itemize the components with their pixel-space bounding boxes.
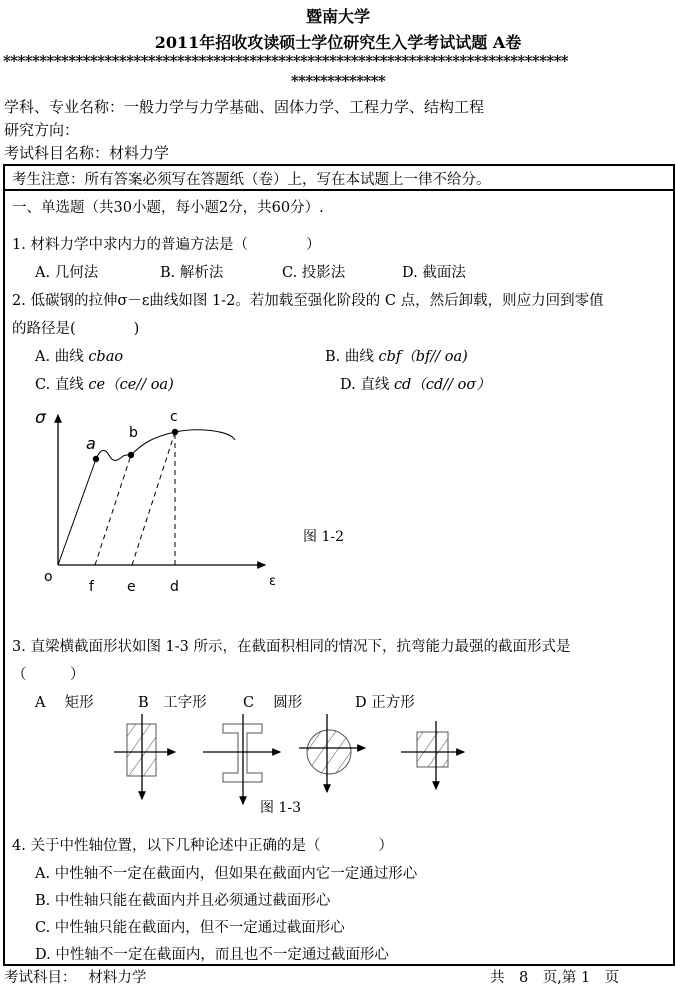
square-section <box>401 721 464 789</box>
direction-label: 研究方向： <box>4 121 80 139</box>
option-prefix: C. 直线 <box>35 377 89 393</box>
circle-section <box>299 714 365 792</box>
option-math: cd（cd// oσ） <box>393 377 491 393</box>
option-math: cbf（bf// oa) <box>378 349 468 365</box>
question-4-stem: 4. 关于中性轴位置，以下几种论述中正确的是（ ） <box>12 838 393 854</box>
q4-option-c: C. 中性轴只能在截面内，但不一定通过截面形心 <box>35 920 345 936</box>
dashed-line-ce <box>132 432 175 565</box>
q4-option-b: B. 中性轴只能在截面内并且必须通过截面形心 <box>35 893 331 909</box>
notice: 考生注意：所有答案必须写在答题纸（卷）上，写在本试题上一律不给分。 <box>12 172 491 188</box>
q2-option-d <box>340 373 491 394</box>
q4-option-a: A. 中性轴不一定在截面内，但如果在截面内它一定通过形心 <box>35 866 418 882</box>
subject-label: 考试科目名称：材料力学 <box>4 144 170 162</box>
label-f: f <box>89 579 94 595</box>
school-name: 暨南大学 <box>305 7 370 26</box>
point-b <box>128 452 134 458</box>
point-c <box>172 429 178 435</box>
q3-option-b: B 工字形 <box>138 695 207 711</box>
option-prefix: D. 直线 <box>340 377 394 393</box>
option-math: ce（ce// oa) <box>88 377 174 393</box>
q1-option-b: B. 解析法 <box>160 265 224 281</box>
stress-strain-curve <box>58 430 235 565</box>
q4-option-d: D. 中性轴不一定在截面内，而且也不一定通过截面形心 <box>35 947 389 963</box>
dashed-line-bf <box>95 455 131 565</box>
stress-strain-figure <box>25 395 295 595</box>
question-3-stem-cont: （ ） <box>12 667 85 683</box>
question-1-stem: 1. 材料力学中求内力的普遍方法是（ ） <box>12 237 321 253</box>
q3-option-d: D 正方形 <box>355 695 415 711</box>
rectangle-section <box>114 714 175 799</box>
q1-option-a: A. 几何法 <box>35 265 99 281</box>
label-b: b <box>129 425 138 441</box>
star-divider: ****************************************************************************** <box>3 52 569 70</box>
label-o: o <box>44 569 53 585</box>
section-title: 一、单选题（共30小题，每小题2分，共60分）. <box>12 200 324 216</box>
exam-title: 2011年招收攻读硕士学位研究生入学考试试题 A卷 <box>154 33 522 52</box>
figure-1-2-caption: 图 1-2 <box>303 529 344 545</box>
label-e: e <box>127 579 136 595</box>
star-divider-2: ************* <box>290 72 386 90</box>
q2-option-a <box>35 345 123 366</box>
q3-option-a: A 矩形 <box>35 695 94 711</box>
footer-page-info: 共 8 页,第 1 页 <box>490 970 620 986</box>
label-a: a <box>86 434 96 453</box>
footer-subject: 考试科目： 材料力学 <box>4 970 147 986</box>
q3-option-c: C 圆形 <box>243 695 303 711</box>
option-prefix: A. 曲线 <box>35 349 89 365</box>
q2-option-c <box>35 373 174 394</box>
point-a <box>93 456 99 462</box>
epsilon-label: ε <box>269 574 277 589</box>
q1-option-d: D. 截面法 <box>402 265 466 281</box>
figure-1-3-caption: 图 1-3 <box>260 800 301 816</box>
i-beam-section <box>203 714 280 804</box>
option-math: cbao <box>88 349 124 365</box>
question-3-stem: 3. 直梁横截面形状如图 1-3 所示，在截面积相同的情况下，抗弯能力最强的截面形式是 <box>12 639 571 655</box>
sigma-label: σ <box>35 408 46 428</box>
question-2-stem: 2. 低碳钢的拉伸σ－ε曲线如图 1-2。若加载至强化阶段的 C 点，然后卸载，则应力回到零值 <box>12 293 604 309</box>
divider <box>3 189 673 191</box>
label-c: c <box>170 409 178 425</box>
major-label: 学科、专业名称：一般力学与力学基础、固体力学、工程力学、结构工程 <box>4 98 485 116</box>
question-2-stem-cont: 的路径是( ) <box>12 321 140 337</box>
q2-option-b <box>325 345 468 366</box>
label-d: d <box>170 579 179 595</box>
q1-option-c: C. 投影法 <box>282 265 346 281</box>
option-prefix: B. 曲线 <box>325 349 379 365</box>
